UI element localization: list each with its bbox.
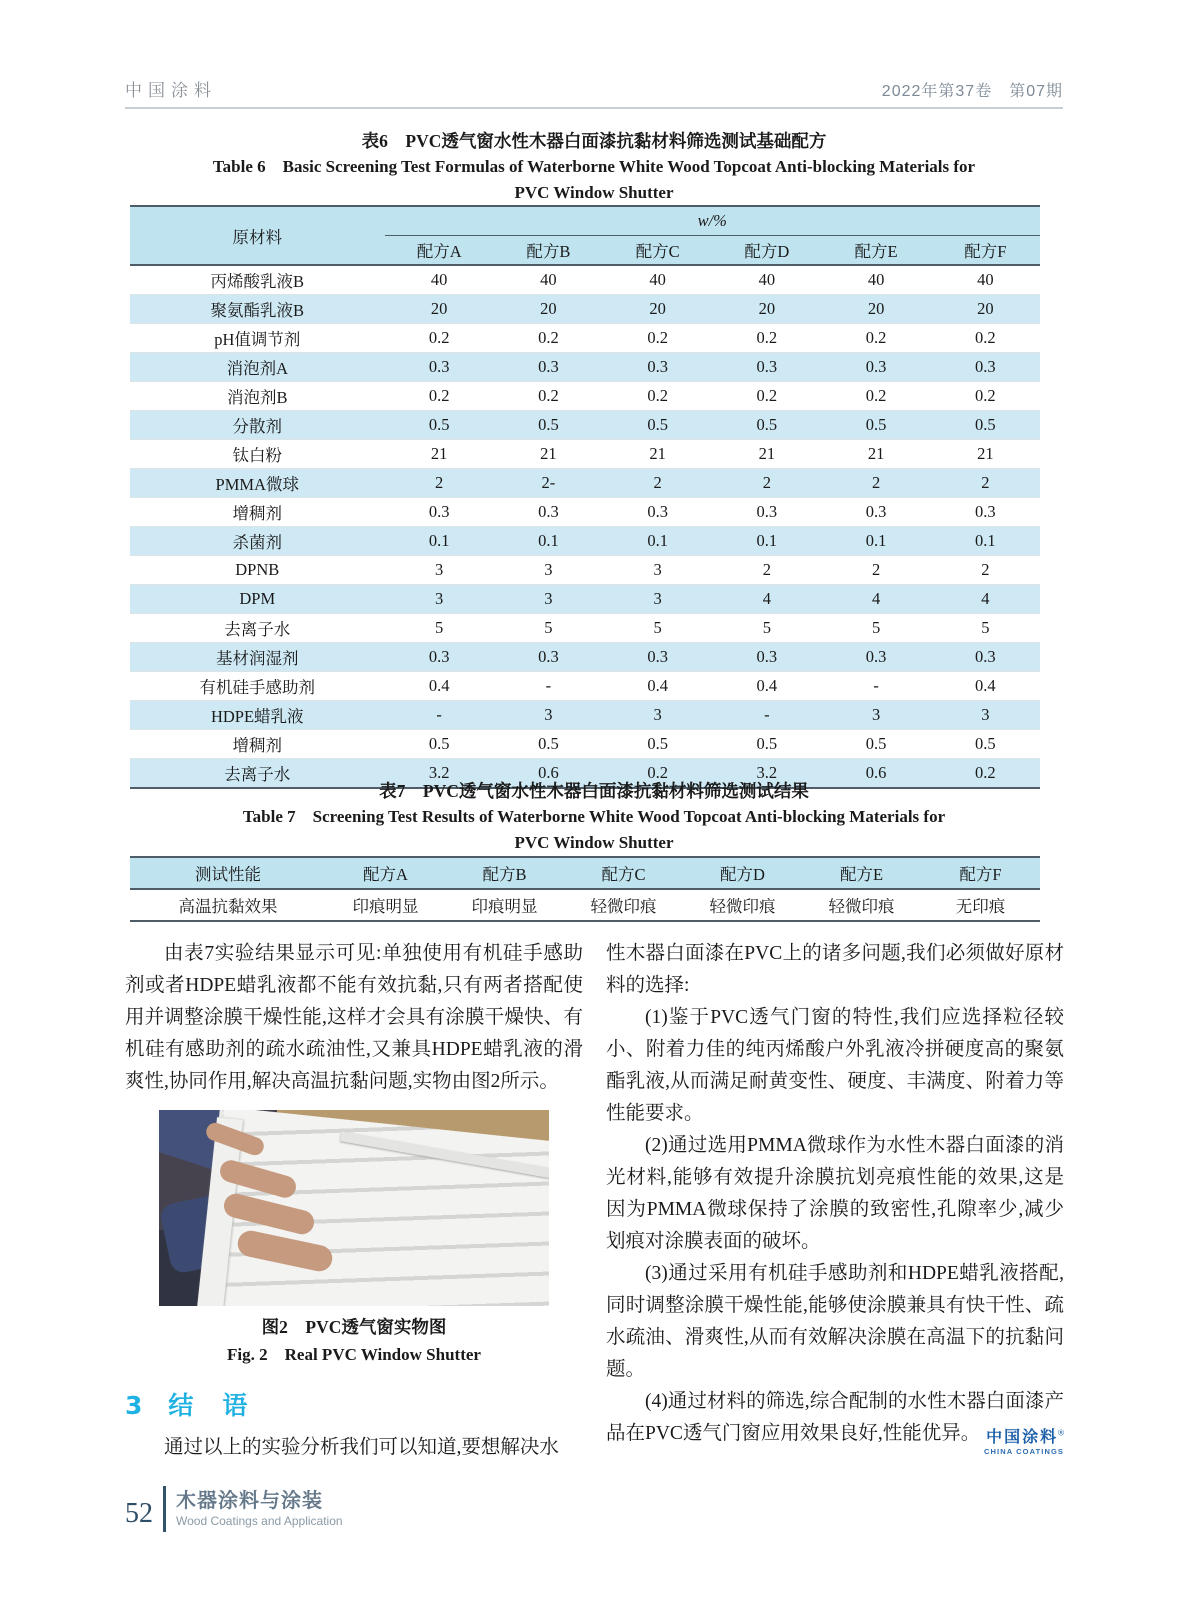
- section-title: 结 语: [168, 1391, 250, 1420]
- figure2-photo: [159, 1110, 549, 1306]
- cell-value: 20: [430, 299, 448, 318]
- cell-value: 2: [653, 473, 662, 492]
- cell-value: 0.2: [865, 386, 887, 405]
- cell-value: 0.3: [975, 357, 996, 376]
- cell-value: 3.2: [428, 763, 450, 782]
- table7-cols: [130, 857, 1040, 889]
- row-label: 消泡剂B: [227, 388, 288, 407]
- cell-value: 0.4: [975, 676, 996, 695]
- cell-value: 0.3: [428, 357, 450, 376]
- row-label: 增稠剂: [232, 736, 283, 755]
- row-label: 高温抗黏效果: [178, 897, 278, 916]
- cell-value: 0.2: [975, 763, 996, 782]
- cell-value: 0.2: [647, 386, 668, 405]
- cell-value: 40: [430, 270, 448, 289]
- cell-value: 0.5: [865, 734, 887, 753]
- cell-value: 轻微印痕: [828, 897, 895, 916]
- column-header: 配方E: [821, 236, 930, 266]
- cell-value: 0.2: [865, 328, 887, 347]
- table-row: [130, 411, 1040, 440]
- cell-value: 0.1: [756, 531, 778, 550]
- table7-caption-zh: 表7 PVC透气窗水性木器白面漆抗黏材料筛选测试结果: [379, 781, 809, 801]
- page-number: 52: [125, 1498, 153, 1529]
- column-header: 配方C: [603, 236, 712, 266]
- table-row: [130, 614, 1040, 643]
- figure2-caption: [159, 1314, 549, 1368]
- cell-value: 5: [871, 618, 881, 637]
- cell-value: -: [873, 676, 879, 695]
- row-label: 去离子水: [224, 620, 291, 639]
- cell-value: 0.5: [428, 734, 450, 753]
- figure2-caption-en: Fig. 2 Real PVC Window Shutter: [227, 1345, 481, 1364]
- cell-value: 0.3: [538, 647, 559, 666]
- cell-value: 20: [540, 299, 557, 318]
- cell-value: 0.5: [756, 734, 778, 753]
- cell-value: 0.3: [756, 357, 778, 376]
- table-row: [130, 730, 1040, 759]
- journal-name: 中国涂料: [125, 81, 217, 100]
- column-header: 配方B: [494, 236, 603, 266]
- cell-value: -: [436, 705, 442, 724]
- cell-value: 4: [981, 589, 990, 608]
- footer-journal-zh: 木器涂料与涂装: [176, 1490, 323, 1512]
- section-heading-conclusion: [125, 1390, 583, 1422]
- cell-value: 3: [653, 705, 662, 724]
- journal-issue: 2022年第37卷 第07期: [881, 83, 1063, 100]
- cell-value: 0.3: [865, 502, 887, 521]
- running-head: [125, 76, 1063, 109]
- cell-value: 0.6: [865, 763, 887, 782]
- row-label: 去离子水: [224, 765, 291, 784]
- body-paragraph: (4)通过材料的筛选,综合配制的水性木器白面漆产品在PVC透气门窗应用效果良好,性能优异。: [606, 1391, 1064, 1444]
- cell-value: 0.5: [647, 415, 668, 434]
- cell-value: 2: [981, 560, 990, 579]
- cell-value: 印痕明显: [471, 897, 538, 916]
- figure2: [159, 1110, 549, 1368]
- table6-caption: [125, 128, 1063, 206]
- table-row: [130, 643, 1040, 672]
- row-label: DPM: [239, 589, 276, 608]
- column-header: 配方D: [683, 857, 802, 889]
- cell-value: 3.2: [756, 763, 778, 782]
- cell-value: 2: [762, 473, 771, 492]
- cell-value: 0.5: [538, 734, 559, 753]
- table7-caption-en1: Table 7 Screening Test Results of Waterborne White Wood Topcoat Anti-blocking Materials for: [242, 807, 946, 826]
- table7-caption: [125, 778, 1063, 856]
- cell-value: 21: [758, 444, 776, 463]
- cell-value: 0.3: [428, 502, 450, 521]
- table-row: [130, 556, 1040, 585]
- cell-value: 3: [653, 560, 662, 579]
- table6-caption-en1: Table 6 Basic Screening Test Formulas of Waterborne White Wood Topcoat Anti-blocking Materials for: [212, 157, 976, 176]
- row-label: 杀菌剂: [232, 533, 283, 552]
- body-paragraph: 由表7实验结果显示可见:单独使用有机硅手感助剂或者HDPE蜡乳液都不能有效抗黏,只有两者搭配使用并调整涂膜干燥性能,这样才会具有涂膜干燥快、有机硅有感助剂的疏水疏油性,又兼具HDPE蜡乳液的滑爽性,协同作用,解决高温抗黏问题,实物由图2所示。: [125, 943, 583, 1092]
- cell-value: 20: [977, 299, 994, 318]
- cell-value: 3: [981, 705, 990, 724]
- table6-body: [130, 265, 1040, 788]
- cell-value: 2: [435, 473, 444, 492]
- table-row: [130, 889, 1040, 921]
- cell-value: 0.3: [647, 357, 668, 376]
- cell-value: 40: [758, 270, 776, 289]
- cell-value: 0.3: [428, 647, 450, 666]
- footer-journal-en: Wood Coatings and Application: [176, 1514, 343, 1528]
- cell-value: 0.5: [975, 734, 996, 753]
- cell-value: 0.1: [538, 531, 559, 550]
- cell-value: 2: [981, 473, 990, 492]
- cell-value: 0.5: [975, 415, 996, 434]
- row-label: DPNB: [235, 560, 280, 579]
- body-paragraph: (3)通过采用有机硅手感助剂和HDPE蜡乳液搭配,同时调整涂膜干燥性能,能够使涂膜兼具有快干性、疏水疏油、滑爽性,从而有效解决涂膜在高温下的抗黏问题。: [606, 1263, 1064, 1380]
- cell-value: 0.3: [975, 647, 996, 666]
- cell-value: 0.3: [647, 647, 668, 666]
- footer-divider: [163, 1486, 166, 1532]
- cell-value: 0.4: [647, 676, 668, 695]
- cell-value: 0.3: [865, 357, 887, 376]
- cell-value: 3: [544, 560, 553, 579]
- cell-value: 3: [435, 589, 444, 608]
- logo-text-en: CHINA COATINGS: [984, 1447, 1064, 1456]
- cell-value: 2: [762, 560, 771, 579]
- cell-value: 0.1: [865, 531, 887, 550]
- cell-value: 2: [871, 560, 881, 579]
- section-number: 3: [125, 1391, 143, 1420]
- cell-value: 21: [649, 444, 666, 463]
- table-row: [130, 295, 1040, 324]
- cell-value: 无印痕: [955, 897, 1006, 916]
- cell-value: 0.5: [428, 415, 450, 434]
- column-header: 配方F: [921, 857, 1040, 889]
- cell-value: 40: [540, 270, 557, 289]
- column-header: 配方B: [445, 857, 564, 889]
- cell-value: 5: [435, 618, 444, 637]
- right-column: [606, 938, 1064, 1450]
- cell-value: 0.3: [756, 502, 778, 521]
- table-row: [130, 498, 1040, 527]
- registered-mark-icon: ®: [1058, 1428, 1064, 1438]
- page-footer: [125, 1486, 343, 1532]
- cell-value: 0.1: [428, 531, 450, 550]
- table7-caption-en2: PVC Window Shutter: [514, 833, 674, 852]
- cell-value: 0.1: [647, 531, 668, 550]
- cell-value: 3: [435, 560, 444, 579]
- cell-value: 0.2: [647, 763, 668, 782]
- cell-value: 20: [649, 299, 666, 318]
- cell-value: 21: [867, 444, 885, 463]
- row-label: 分散剂: [232, 417, 283, 436]
- cell-value: 0.6: [538, 763, 559, 782]
- cell-value: 3: [544, 589, 553, 608]
- cell-value: 印痕明显: [352, 897, 419, 916]
- table-row: [130, 265, 1040, 295]
- table7-row-header: 测试性能: [130, 857, 326, 889]
- cell-value: 2: [871, 473, 881, 492]
- table6-unit-header: w/%: [385, 206, 1040, 236]
- body-paragraph: 性木器白面漆在PVC上的诸多问题,我们必须做好原材料的选择:: [606, 943, 1064, 996]
- body-paragraph: 通过以上的实验分析我们可以知道,要想解决水: [164, 1437, 559, 1458]
- table-row: [130, 382, 1040, 411]
- table6-caption-en2: PVC Window Shutter: [514, 183, 674, 202]
- table-row: [130, 440, 1040, 469]
- cell-value: 4: [871, 589, 881, 608]
- cell-value: 0.4: [428, 676, 450, 695]
- cell-value: 3: [653, 589, 662, 608]
- row-label: pH值调节剂: [214, 330, 301, 349]
- cell-value: 4: [762, 589, 771, 608]
- cell-value: 40: [977, 270, 994, 289]
- cell-value: 0.1: [975, 531, 996, 550]
- table-row: [130, 672, 1040, 701]
- row-label: PMMA微球: [215, 475, 299, 494]
- table-row: [130, 585, 1040, 614]
- column-header: 配方A: [326, 857, 445, 889]
- cell-value: 20: [758, 299, 776, 318]
- table-row: [130, 469, 1040, 498]
- cell-value: 轻微印痕: [590, 897, 657, 916]
- cell-value: 0.2: [756, 328, 778, 347]
- cell-value: 21: [540, 444, 557, 463]
- cell-value: -: [545, 676, 552, 695]
- body-paragraph: (1)鉴于PVC透气门窗的特性,我们应选择粒径较小、附着力佳的纯丙烯酸户外乳液冷拼硬度高的聚氨酯乳液,从而满足耐黄变性、硬度、丰满度、附着力等性能要求。: [606, 1007, 1064, 1124]
- cell-value: 20: [867, 299, 885, 318]
- cell-value: 0.3: [647, 502, 668, 521]
- table7-body: [130, 889, 1040, 921]
- row-label: 消泡剂A: [226, 359, 288, 378]
- cell-value: 0.2: [428, 328, 450, 347]
- cell-value: 40: [649, 270, 666, 289]
- row-label: 增稠剂: [232, 504, 283, 523]
- cell-value: 5: [981, 618, 990, 637]
- china-coatings-logo: [952, 1424, 1064, 1456]
- table-row: [130, 324, 1040, 353]
- cell-value: 21: [977, 444, 994, 463]
- table6-head-row1: [130, 206, 1040, 236]
- cell-value: 3: [544, 705, 553, 724]
- cell-value: 0.3: [538, 357, 559, 376]
- table7: [130, 856, 1040, 922]
- cell-value: 5: [653, 618, 662, 637]
- cell-value: 0.5: [538, 415, 559, 434]
- column-header: 配方D: [712, 236, 821, 266]
- table-row: [130, 701, 1040, 730]
- cell-value: 0.2: [756, 386, 778, 405]
- cell-value: 0.3: [865, 647, 887, 666]
- left-column: [125, 938, 583, 1464]
- table6-row-header: 原材料: [130, 206, 385, 265]
- cell-value: 0.2: [647, 328, 668, 347]
- column-header: 配方F: [931, 236, 1040, 266]
- cell-value: -: [764, 705, 770, 724]
- table-row: [130, 527, 1040, 556]
- cell-value: 0.5: [865, 415, 887, 434]
- table6-caption-zh: 表6 PVC透气窗水性木器白面漆抗黏材料筛选测试基础配方: [361, 131, 827, 151]
- cell-value: 0.5: [756, 415, 778, 434]
- row-label: 有机硅手感助剂: [199, 678, 316, 697]
- column-header: 配方C: [564, 857, 683, 889]
- cell-value: 0.3: [756, 647, 778, 666]
- body-paragraph: (2)通过选用PMMA微球作为水性木器白面漆的消光材料,能够有效提升涂膜抗划亮痕性能的效果,这是因为PMMA微球保持了涂膜的致密性,孔隙率少,减少划痕对涂膜表面的破坏。: [606, 1135, 1064, 1252]
- cell-value: 2-: [541, 473, 556, 492]
- row-label: 钛白粉: [232, 446, 283, 465]
- cell-value: 0.4: [756, 676, 778, 695]
- column-header: 配方A: [385, 236, 494, 266]
- cell-value: 5: [544, 618, 553, 637]
- figure2-caption-zh: 图2 PVC透气窗实物图: [261, 1317, 447, 1337]
- cell-value: 0.2: [975, 328, 996, 347]
- cell-value: 0.2: [538, 328, 559, 347]
- row-label: 丙烯酸乳液B: [210, 272, 305, 291]
- cell-value: 0.3: [538, 502, 559, 521]
- cell-value: 5: [762, 618, 771, 637]
- table6: [130, 205, 1040, 789]
- table-row: [130, 353, 1040, 382]
- cell-value: 0.3: [975, 502, 996, 521]
- logo-text-zh: 中国涂料: [986, 1429, 1059, 1446]
- row-label: 基材润湿剂: [216, 649, 299, 668]
- cell-value: 0.5: [647, 734, 668, 753]
- cell-value: 0.2: [428, 386, 450, 405]
- row-label: 聚氨酯乳液B: [210, 301, 305, 320]
- cell-value: 轻微印痕: [709, 897, 776, 916]
- cell-value: 0.2: [975, 386, 996, 405]
- row-label: HDPE蜡乳液: [210, 707, 304, 726]
- cell-value: 40: [867, 270, 885, 289]
- cell-value: 21: [430, 444, 448, 463]
- cell-value: 3: [871, 705, 881, 724]
- column-header: 配方E: [802, 857, 921, 889]
- cell-value: 0.2: [538, 386, 559, 405]
